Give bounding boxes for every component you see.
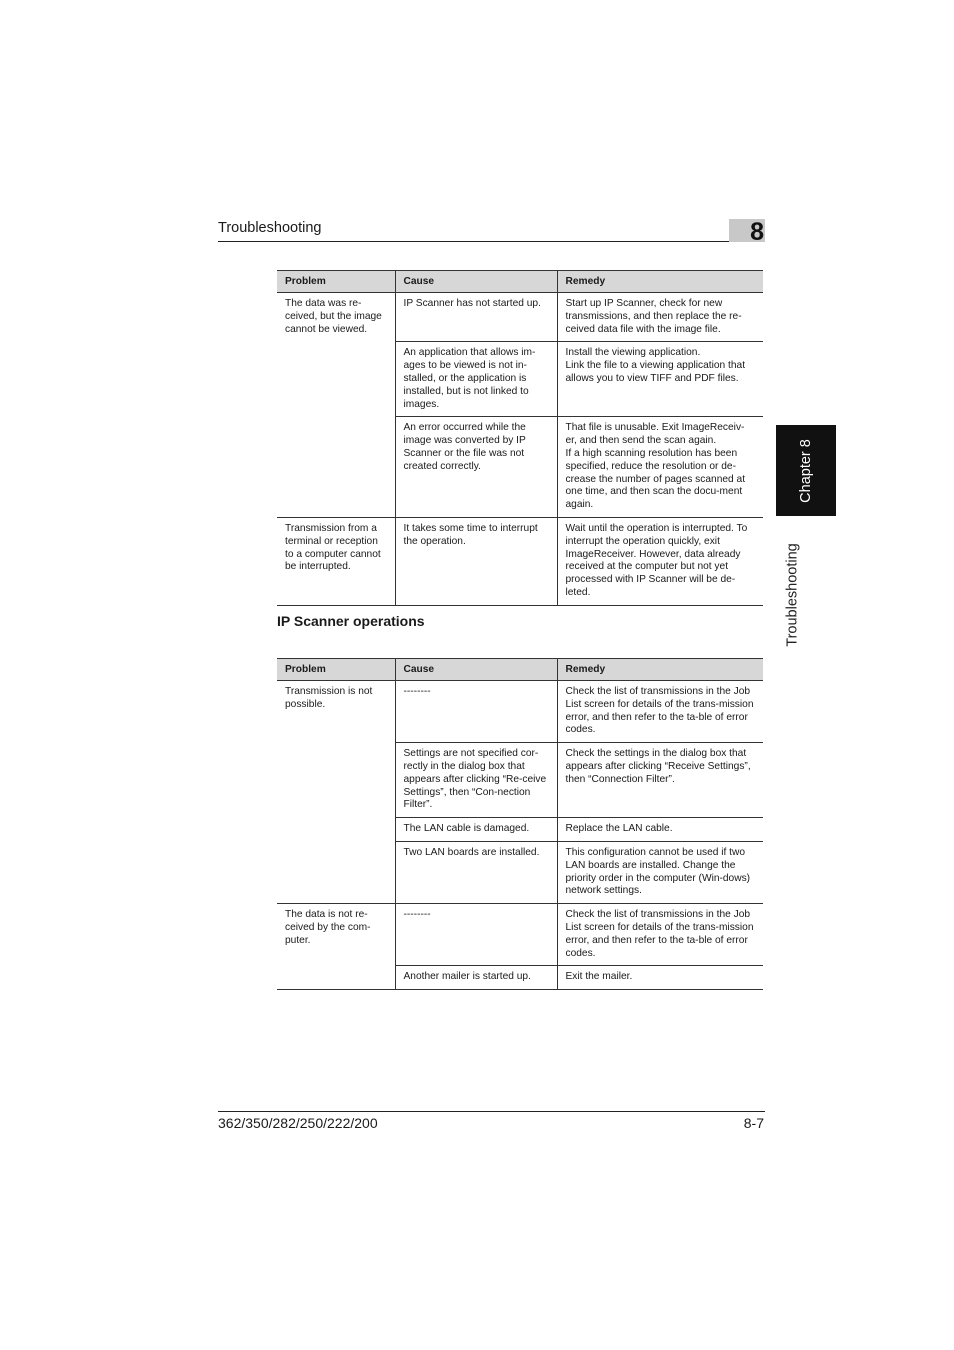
remedy-cell xyxy=(557,293,763,342)
column-header: Remedy xyxy=(557,271,763,293)
table-header-row xyxy=(277,271,763,293)
header-title: Troubleshooting xyxy=(218,220,322,236)
remedy-cell xyxy=(557,681,763,743)
cause-cell: The LAN cable is damaged. xyxy=(395,818,557,842)
problem-cell: The data was re-ceived, but the image cannot be viewed. xyxy=(277,293,395,518)
remedy-line: Check the list of transmissions in the Job List screen for details of the trans-mission error, and then refer to the ta-ble of error codes. xyxy=(565,909,754,959)
cause-cell: Two LAN boards are installed. xyxy=(395,841,557,903)
column-header: Cause xyxy=(395,659,557,681)
cause-cell: An error occurred while the image was converted by IP Scanner or the file was not created correctly. xyxy=(395,417,557,518)
troubleshooting-table-2 xyxy=(277,658,763,990)
footer-rule xyxy=(218,1111,765,1112)
chapter-number-box xyxy=(729,219,765,242)
cause-cell: Another mailer is started up. xyxy=(395,966,557,990)
remedy-cell xyxy=(557,841,763,903)
column-header: Problem xyxy=(277,659,395,681)
cause-cell: Settings are not specified cor-rectly in the dialog box that appears after clicking “Re-ceive Settings”, then “Con-nection Filter”. xyxy=(395,743,557,818)
table-row xyxy=(277,293,763,342)
remedy-cell xyxy=(557,342,763,417)
page-number: 8-7 xyxy=(743,1115,764,1131)
problem-cell: Transmission from a terminal or reception to a computer cannot be interrupted. xyxy=(277,517,395,605)
remedy-line: Exit the mailer. xyxy=(565,971,633,983)
remedy-cell xyxy=(557,417,763,518)
remedy-line: If a high scanning resolution has been specified, reduce the resolution or de-crease the number of pages scanned at one time, and then scan the docu-ment again. xyxy=(565,447,746,511)
remedy-line: Check the list of transmissions in the Job List screen for details of the trans-mission error, and then refer to the ta-ble of error codes. xyxy=(565,686,754,736)
cause-cell: IP Scanner has not started up. xyxy=(395,293,557,342)
remedy-cell xyxy=(557,904,763,966)
footer-models: 362/350/282/250/222/200 xyxy=(218,1115,378,1131)
chapter-number: 8 xyxy=(750,219,764,242)
remedy-line: Install the viewing application. xyxy=(565,347,701,359)
problem-cell: The data is not re-ceived by the com-puter. xyxy=(277,904,395,990)
column-header: Remedy xyxy=(557,659,763,681)
remedy-line: Link the file to a viewing application that allows you to view TIFF and PDF files. xyxy=(565,360,746,384)
table-row xyxy=(277,681,763,743)
remedy-cell xyxy=(557,743,763,818)
header-rule xyxy=(218,241,765,242)
cause-cell: An application that allows im-ages to be viewed is not in-stalled, or the application is installed, but is not linked to images. xyxy=(395,342,557,417)
remedy-cell xyxy=(557,517,763,605)
side-section-label: Troubleshooting xyxy=(785,543,802,647)
remedy-cell xyxy=(557,818,763,842)
remedy-line: That file is unusable. Exit ImageReceiv-er, and then send the scan again. xyxy=(565,422,745,447)
remedy-line: This configuration cannot be used if two LAN boards are installed. Change the priority order in the computer (Win-dows) network settings. xyxy=(565,846,751,897)
chapter-label: Chapter 8 xyxy=(798,438,814,503)
table-header-row xyxy=(277,659,763,681)
column-header: Problem xyxy=(277,271,395,293)
cause-cell: -------- xyxy=(395,681,557,743)
troubleshooting-table-1 xyxy=(277,270,763,606)
cause-cell: -------- xyxy=(395,904,557,966)
cause-cell: It takes some time to interrupt the operation. xyxy=(395,517,557,605)
table-row xyxy=(277,904,763,966)
section-heading: IP Scanner operations xyxy=(277,613,425,629)
problem-cell: Transmission is not possible. xyxy=(277,681,395,904)
side-section-label-wrap xyxy=(776,530,810,660)
table-row xyxy=(277,517,763,605)
chapter-side-tab-label xyxy=(776,425,836,516)
remedy-cell xyxy=(557,966,763,990)
column-header: Cause xyxy=(395,271,557,293)
remedy-line: Start up IP Scanner, check for new transmissions, and then replace the re-ceived data file with the image file. xyxy=(565,298,742,335)
remedy-line: Wait until the operation is interrupted. To interrupt the operation quickly, exit ImageReceiver. However, data already received at the computer but not yet processed with IP Scanner will be de-leted. xyxy=(565,522,748,598)
remedy-line: Replace the LAN cable. xyxy=(565,823,673,835)
remedy-line: Check the settings in the dialog box that appears after clicking “Receive Settings”, then “Connection Filter”. xyxy=(565,748,751,785)
